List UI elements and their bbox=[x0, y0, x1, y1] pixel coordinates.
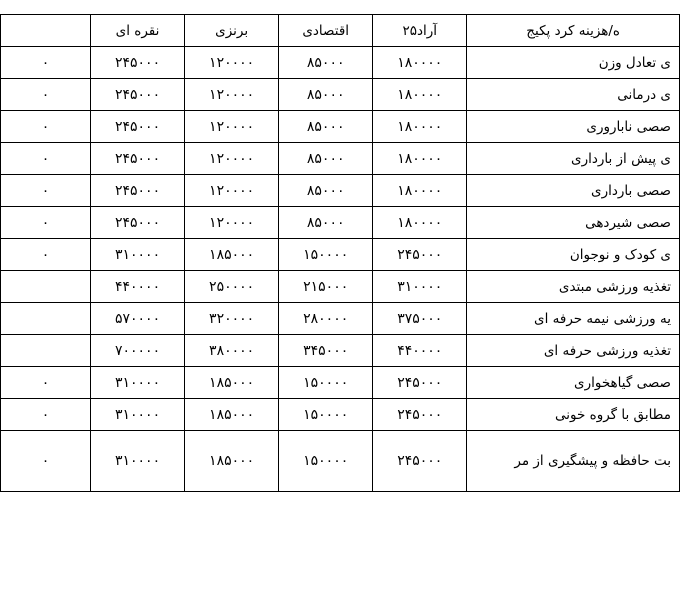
price-silver-cell: ۷۰۰۰۰۰ bbox=[91, 335, 185, 367]
price-economic-cell: ۱۵۰۰۰۰ bbox=[279, 399, 373, 431]
price-arad25-cell: ۳۱۰۰۰۰ bbox=[373, 271, 467, 303]
price-bronze-cell: ۱۲۰۰۰۰ bbox=[185, 47, 279, 79]
package-price-table bbox=[0, 14, 680, 492]
table-row bbox=[1, 207, 680, 239]
price-economic-cell: ۲۱۵۰۰۰ bbox=[279, 271, 373, 303]
price-cut-cell: ۰ bbox=[1, 207, 91, 239]
header-economic: اقتصادی bbox=[279, 15, 373, 47]
price-cut-cell: ۰ bbox=[1, 47, 91, 79]
price-silver-cell: ۲۴۵۰۰۰ bbox=[91, 79, 185, 111]
price-economic-cell: ۱۵۰۰۰۰ bbox=[279, 367, 373, 399]
price-bronze-cell: ۱۲۰۰۰۰ bbox=[185, 143, 279, 175]
price-arad25-cell: ۲۴۵۰۰۰ bbox=[373, 239, 467, 271]
price-economic-cell: ۸۵۰۰۰ bbox=[279, 47, 373, 79]
price-cut-cell: ۰ bbox=[1, 175, 91, 207]
table-row bbox=[1, 111, 680, 143]
price-bronze-cell: ۱۲۰۰۰۰ bbox=[185, 79, 279, 111]
price-arad25-cell: ۳۷۵۰۰۰ bbox=[373, 303, 467, 335]
price-cut-cell bbox=[1, 303, 91, 335]
price-silver-cell: ۵۷۰۰۰۰ bbox=[91, 303, 185, 335]
price-silver-cell: ۲۴۵۰۰۰ bbox=[91, 175, 185, 207]
price-arad25-cell: ۱۸۰۰۰۰ bbox=[373, 111, 467, 143]
price-cut-cell: ۰ bbox=[1, 431, 91, 492]
table-row bbox=[1, 143, 680, 175]
package-name-cell: یه ورزشی نیمه حرفه ای bbox=[467, 303, 680, 335]
price-bronze-cell: ۱۸۵۰۰۰ bbox=[185, 399, 279, 431]
price-silver-cell: ۲۴۵۰۰۰ bbox=[91, 143, 185, 175]
price-economic-cell: ۸۵۰۰۰ bbox=[279, 143, 373, 175]
price-cut-cell bbox=[1, 335, 91, 367]
price-arad25-cell: ۱۸۰۰۰۰ bbox=[373, 175, 467, 207]
price-bronze-cell: ۱۲۰۰۰۰ bbox=[185, 111, 279, 143]
price-bronze-cell: ۱۸۵۰۰۰ bbox=[185, 431, 279, 492]
price-bronze-cell: ۱۸۵۰۰۰ bbox=[185, 367, 279, 399]
price-economic-cell: ۸۵۰۰۰ bbox=[279, 175, 373, 207]
package-name-cell: ی پیش از بارداری bbox=[467, 143, 680, 175]
price-silver-cell: ۴۴۰۰۰۰ bbox=[91, 271, 185, 303]
package-name-cell: ی درمانی bbox=[467, 79, 680, 111]
table-row bbox=[1, 47, 680, 79]
price-arad25-cell: ۴۴۰۰۰۰ bbox=[373, 335, 467, 367]
price-economic-cell: ۸۵۰۰۰ bbox=[279, 207, 373, 239]
price-cut-cell: ۰ bbox=[1, 111, 91, 143]
table-row bbox=[1, 79, 680, 111]
price-cut-cell: ۰ bbox=[1, 239, 91, 271]
header-arad25: آراد۲۵ bbox=[373, 15, 467, 47]
package-name-cell: ی تعادل وزن bbox=[467, 47, 680, 79]
price-economic-cell: ۱۵۰۰۰۰ bbox=[279, 239, 373, 271]
package-name-cell: صصی ناباروری bbox=[467, 111, 680, 143]
price-arad25-cell: ۱۸۰۰۰۰ bbox=[373, 207, 467, 239]
price-silver-cell: ۲۴۵۰۰۰ bbox=[91, 47, 185, 79]
header-cut-column bbox=[1, 15, 91, 47]
header-bronze: برنزی bbox=[185, 15, 279, 47]
package-name-cell: صصی گیاهخواری bbox=[467, 367, 680, 399]
price-silver-cell: ۳۱۰۰۰۰ bbox=[91, 239, 185, 271]
table-row bbox=[1, 367, 680, 399]
price-economic-cell: ۱۵۰۰۰۰ bbox=[279, 431, 373, 492]
package-name-cell: صصی شیردهی bbox=[467, 207, 680, 239]
price-bronze-cell: ۳۸۰۰۰۰ bbox=[185, 335, 279, 367]
price-arad25-cell: ۱۸۰۰۰۰ bbox=[373, 79, 467, 111]
price-silver-cell: ۲۴۵۰۰۰ bbox=[91, 207, 185, 239]
table-row bbox=[1, 239, 680, 271]
header-package-cost: ه/هزینه کرد پکیج bbox=[467, 15, 680, 47]
price-arad25-cell: ۲۴۵۰۰۰ bbox=[373, 431, 467, 492]
price-economic-cell: ۸۵۰۰۰ bbox=[279, 111, 373, 143]
price-arad25-cell: ۲۴۵۰۰۰ bbox=[373, 399, 467, 431]
price-arad25-cell: ۲۴۵۰۰۰ bbox=[373, 367, 467, 399]
price-arad25-cell: ۱۸۰۰۰۰ bbox=[373, 143, 467, 175]
price-cut-cell: ۰ bbox=[1, 367, 91, 399]
price-silver-cell: ۲۴۵۰۰۰ bbox=[91, 111, 185, 143]
price-economic-cell: ۸۵۰۰۰ bbox=[279, 79, 373, 111]
table-row bbox=[1, 399, 680, 431]
price-bronze-cell: ۱۲۰۰۰۰ bbox=[185, 207, 279, 239]
table-row bbox=[1, 335, 680, 367]
table-row bbox=[1, 303, 680, 335]
table-row bbox=[1, 431, 680, 492]
price-cut-cell: ۰ bbox=[1, 143, 91, 175]
price-cut-cell bbox=[1, 271, 91, 303]
table-header-row bbox=[1, 15, 680, 47]
header-silver: نقره ای bbox=[91, 15, 185, 47]
price-arad25-cell: ۱۸۰۰۰۰ bbox=[373, 47, 467, 79]
price-silver-cell: ۳۱۰۰۰۰ bbox=[91, 367, 185, 399]
package-name-cell: صصی بارداری bbox=[467, 175, 680, 207]
price-economic-cell: ۲۸۰۰۰۰ bbox=[279, 303, 373, 335]
package-name-cell: تغذیه ورزشی مبتدی bbox=[467, 271, 680, 303]
package-name-cell: مطابق با گروه خونی bbox=[467, 399, 680, 431]
price-bronze-cell: ۱۸۵۰۰۰ bbox=[185, 239, 279, 271]
price-cut-cell: ۰ bbox=[1, 399, 91, 431]
price-silver-cell: ۳۱۰۰۰۰ bbox=[91, 399, 185, 431]
price-economic-cell: ۳۴۵۰۰۰ bbox=[279, 335, 373, 367]
package-name-cell: بت حافظه و پیشگیری از مر bbox=[467, 431, 680, 492]
table-row bbox=[1, 175, 680, 207]
package-name-cell: تغذیه ورزشی حرفه ای bbox=[467, 335, 680, 367]
price-silver-cell: ۳۱۰۰۰۰ bbox=[91, 431, 185, 492]
price-cut-cell: ۰ bbox=[1, 79, 91, 111]
price-bronze-cell: ۲۵۰۰۰۰ bbox=[185, 271, 279, 303]
price-bronze-cell: ۱۲۰۰۰۰ bbox=[185, 175, 279, 207]
price-bronze-cell: ۳۲۰۰۰۰ bbox=[185, 303, 279, 335]
package-name-cell: ی کودک و نوجوان bbox=[467, 239, 680, 271]
table-row bbox=[1, 271, 680, 303]
